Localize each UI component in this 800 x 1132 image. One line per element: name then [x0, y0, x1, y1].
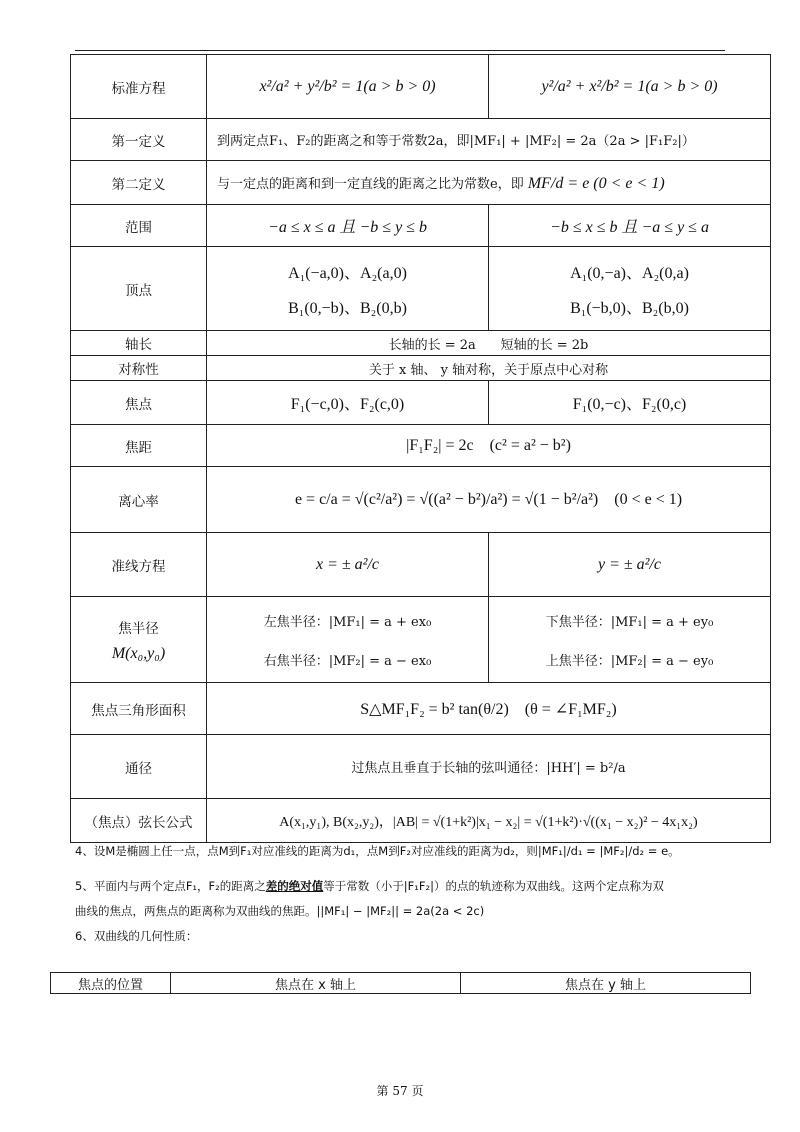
def2-content [207, 161, 771, 205]
label-latus: 通径 [71, 735, 207, 799]
paragraph-4: 4、设M是椭圆上任一点，点M到F₁对应准线的距离为d₁，点M到F₂对应准线的距离为d₂，则|MF₁|/d₁ = |MF₂|/d₂ = e。 [75, 844, 680, 858]
row-focus [71, 381, 771, 425]
hyperbola-h1: 焦点的位置 [51, 973, 171, 994]
row-range [71, 205, 771, 247]
top-rule [75, 50, 725, 51]
hyperbola-header-row [51, 973, 751, 994]
p5-emphasis: 差的绝对值 [265, 879, 324, 893]
focal-radius-left-1: 左焦半径：|MF₁| = a + ex₀ [263, 614, 432, 630]
ellipse-properties-table [70, 54, 771, 843]
paragraph-6: 6、双曲线的几何性质： [75, 929, 198, 943]
row-vertex [71, 247, 771, 331]
row-focal-distance [71, 425, 771, 467]
label-symmetry: 对称性 [71, 356, 207, 381]
focal-radius-point: M(x₀,y₀) [111, 644, 166, 662]
label-focal-distance: 焦距 [71, 425, 207, 467]
range-left: −a ≤ x ≤ a 且 −b ≤ y ≤ b [207, 205, 489, 247]
focal-radius-left-2: 右焦半径：|MF₂| = a − ex₀ [263, 653, 432, 669]
label-focus: 焦点 [71, 381, 207, 425]
label-directrix: 准线方程 [71, 533, 207, 597]
row-symmetry [71, 356, 771, 381]
row-chord [71, 799, 771, 843]
row-latus [71, 735, 771, 799]
vertex-right [489, 247, 771, 331]
row-def1 [71, 119, 771, 161]
row-triangle-area [71, 683, 771, 735]
eccentricity-content: e = c/a = √(c²/a²) = √((a² − b²)/a²) = √(1 − b²/a²) (0 < e < 1) [207, 467, 771, 533]
focal-radius-right-2: 上焦半径：|MF₂| = a − ey₀ [545, 653, 714, 669]
label-axis: 轴长 [71, 331, 207, 356]
row-focal-radius [71, 597, 771, 683]
def2-formula: MF/d = e (0 < e < 1) [527, 174, 665, 192]
hyperbola-h3: 焦点在 y 轴上 [461, 973, 751, 994]
row-directrix [71, 533, 771, 597]
vertex-left [207, 247, 489, 331]
focal-radius-right-1: 下焦半径：|MF₁| = a + ey₀ [545, 614, 714, 630]
focal-distance-content: |F₁F₂| = 2c (c² = a² − b²) [207, 425, 771, 467]
standard-right: y²/a² + x²/b² = 1(a > b > 0) [489, 55, 771, 119]
focus-left: F₁(−c,0)、F₂(c,0) [207, 381, 489, 425]
paragraph-5-line1 [75, 878, 664, 894]
focal-radius-right [489, 597, 771, 683]
focal-radius-title: 焦半径 [118, 620, 159, 637]
latus-content: 过焦点且垂直于长轴的弦叫通径：|HH′| = b²/a [207, 735, 771, 799]
label-vertex: 顶点 [71, 247, 207, 331]
paragraph-5-line2: 曲线的焦点，两焦点的距离称为双曲线的焦距。||MF₁| − |MF₂|| = 2a(2a < 2c) [75, 904, 485, 918]
def1-content: 到两定点F₁、F₂的距离之和等于常数2a，即|MF₁| + |MF₂| = 2a（2a > |F₁F₂|） [207, 119, 771, 161]
label-chord: （焦点）弦长公式 [71, 799, 207, 843]
vertex-left-a: A₁(−a,0)、A₂(a,0) [288, 264, 407, 282]
p5-part-c: 等于常数（小于|F₁F₂|）的点的轨迹称为双曲线。这两个定点称为双 [323, 879, 664, 893]
axis-content: 长轴的长 = 2a 短轴的长 = 2b [207, 331, 771, 356]
vertex-right-a: A₁(0,−a)、A₂(0,a) [570, 264, 689, 282]
row-eccentricity [71, 467, 771, 533]
label-triangle-area: 焦点三角形面积 [71, 683, 207, 735]
hyperbola-h2: 焦点在 x 轴上 [171, 973, 461, 994]
focal-radius-left [207, 597, 489, 683]
label-def1: 第一定义 [71, 119, 207, 161]
row-axis [71, 331, 771, 356]
range-right: −b ≤ x ≤ b 且 −a ≤ y ≤ a [489, 205, 771, 247]
row-def2 [71, 161, 771, 205]
triangle-area-content: S△MF₁F₂ = b² tan(θ/2) (θ = ∠F₁MF₂) [207, 683, 771, 735]
standard-left: x²/a² + y²/b² = 1(a > b > 0) [207, 55, 489, 119]
row-standard-equation [71, 55, 771, 119]
chord-content: A(x₁,y₁), B(x₂,y₂)，|AB| = √(1+k²)|x₁ − x₂| = √(1+k²)·√((x₁ − x₂)² − 4x₁x₂) [207, 799, 771, 843]
label-standard: 标准方程 [71, 55, 207, 119]
p5-part-a: 5、平面内与两个定点F₁，F₂的距离之 [75, 879, 266, 893]
label-def2: 第二定义 [71, 161, 207, 205]
directrix-left: x = ± a²/c [207, 533, 489, 597]
label-range: 范围 [71, 205, 207, 247]
focus-right: F₁(0,−c)、F₂(0,c) [489, 381, 771, 425]
vertex-left-b: B₁(0,−b)、B₂(0,b) [288, 299, 407, 317]
vertex-right-b: B₁(−b,0)、B₂(b,0) [570, 299, 689, 317]
symmetry-content: 关于 x 轴、 y 轴对称，关于原点中心对称 [207, 356, 771, 381]
page-number: 第 57 页 [376, 1084, 424, 1098]
label-focal-radius [71, 597, 207, 683]
hyperbola-table [50, 972, 751, 994]
def2-text: 与一定点的距离和到一定直线的距离之比为常数e，即 [217, 176, 524, 192]
label-eccentricity: 离心率 [71, 467, 207, 533]
directrix-right: y = ± a²/c [489, 533, 771, 597]
